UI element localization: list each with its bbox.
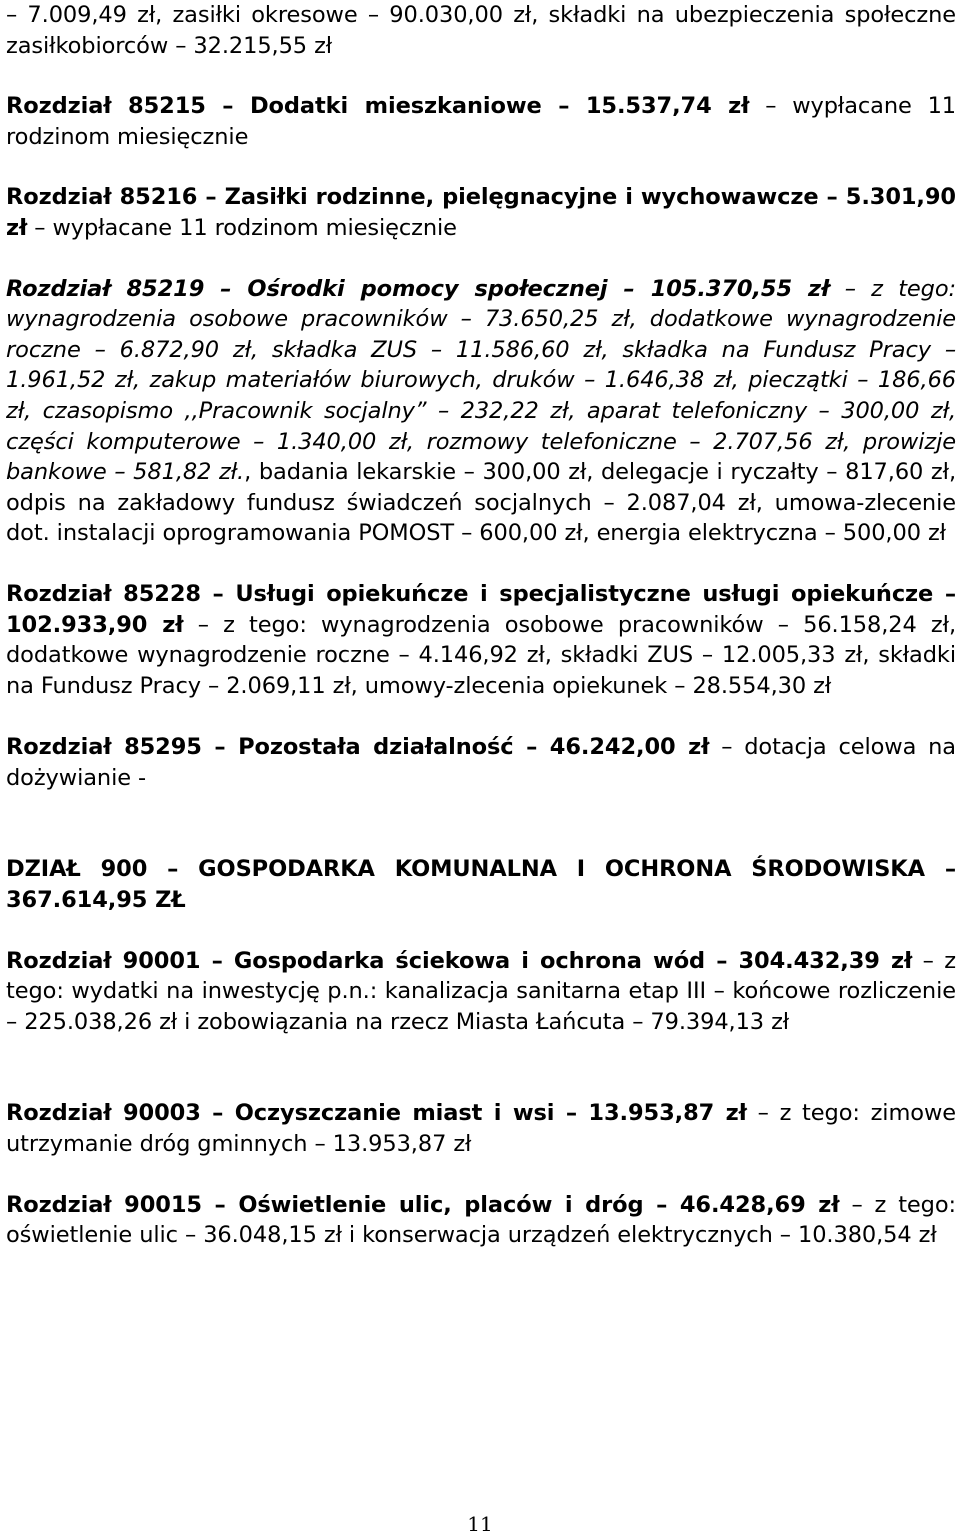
page-number: 11 bbox=[467, 1512, 493, 1536]
section-heading-85228: Rozdział 85228 – Usługi opiekuńcze i specjalistyczne usługi opiekuńcze – 102.933,90 zł bbox=[6, 580, 956, 638]
paragraph-90015 bbox=[6, 1190, 956, 1251]
section-text-85219: , badania lekarskie – 300,00 zł, delegacje i ryczałty – 817,60 zł, odpis na zakładowy fundusz świadczeń socjalnych – 2.087,04 zł, umowa-zlecenie dot. instalacji oprogramowania POMOST – 600,00 zł, energia elektryczna – 500,00 zł bbox=[6, 459, 956, 547]
document-page bbox=[6, 0, 956, 1251]
paragraph-85219 bbox=[6, 274, 956, 549]
paragraph-85228 bbox=[6, 579, 956, 701]
section-heading-90015: Rozdział 90015 – Oświetlenie ulic, placów i dróg – 46.428,69 zł bbox=[6, 1191, 840, 1218]
section-heading-85219: Rozdział 85219 – Ośrodki pomocy społecznej – 105.370,55 zł bbox=[6, 275, 830, 302]
section-heading-85216: Rozdział 85216 – Zasiłki rodzinne, pielęgnacyjne i wychowawcze – 5.301,90 zł bbox=[6, 184, 956, 241]
paragraph-85295 bbox=[6, 732, 956, 793]
continuation-text: – 7.009,49 zł, zasiłki okresowe – 90.030,00 zł, składki na ubezpieczenia społeczne zasiłkobiorców – 32.215,55 zł bbox=[6, 2, 956, 59]
paragraph-90001 bbox=[6, 946, 956, 1038]
section-text-90001: – z tego: wydatki na inwestycję p.n.: kanalizacja sanitarna etap III – końcowe rozliczenie – 225.038,26 zł i zobowiązania na rzecz Miasta Łańcuta – 79.394,13 zł bbox=[6, 947, 956, 1035]
section-heading-90003: Rozdział 90003 – Oczyszczanie miast i wsi – 13.953,87 zł bbox=[6, 1100, 747, 1127]
dzial-heading-900: DZIAŁ 900 – GOSPODARKA KOMUNALNA I OCHRONA ŚRODOWISKA – 367.614,95 ZŁ bbox=[6, 856, 956, 914]
section-text-90003: – z tego: zimowe utrzymanie dróg gminnych – 13.953,87 zł bbox=[6, 1100, 956, 1158]
paragraph-continuation bbox=[6, 0, 956, 61]
section-text-85216: – wypłacane 11 rodzinom miesięcznie bbox=[27, 214, 457, 241]
section-heading-85215: Rozdział 85215 – Dodatki mieszkaniowe – 15.537,74 zł bbox=[6, 93, 750, 120]
section-text-90015: – z tego: oświetlenie ulic – 36.048,15 zł i konserwacja urządzeń elektrycznych – 10.380,54 zł bbox=[6, 1191, 957, 1249]
section-heading-85295: Rozdział 85295 – Pozostała działalność – 46.242,00 zł bbox=[6, 734, 710, 761]
section-heading-90001: Rozdział 90001 – Gospodarka ściekowa i ochrona wód – 304.432,39 zł bbox=[6, 947, 913, 974]
section-text-85228: – z tego: wynagrodzenia osobowe pracowników – 56.158,24 zł, dodatkowe wynagrodzenie roczne – 4.146,92 zł, składki ZUS – 12.005,33 zł, składki na Fundusz Pracy – 2.069,11 zł, umowy-zlecenia opiekunek – 28.554,30 zł bbox=[6, 611, 956, 699]
paragraph-85216 bbox=[6, 182, 956, 243]
paragraph-dzial-900 bbox=[6, 854, 956, 915]
section-text-85295: – dotacja celowa na dożywianie - bbox=[6, 734, 956, 791]
paragraph-85215 bbox=[6, 91, 956, 152]
section-text-85215: – wypłacane 11 rodzinom miesięcznie bbox=[6, 93, 956, 150]
section-italic-text-85219: – z tego: wynagrodzenia osobowe pracowników – 73.650,25 zł, dodatkowe wynagrodzenie roczne – 6.872,90 zł, składka ZUS – 11.586,60 zł, składka na Fundusz Pracy – 1.961,52 zł, zakup materiałów biurowych, druków – 1.646,38 zł, pieczątki – 186,66 zł, czasopismo ,,Pracownik socjalny” – 232,22 zł, aparat telefoniczny – 300,00 zł, części komputerowe – 1.340,00 zł, rozmowy telefoniczne – 2.707,56 zł, prowizje bankowe – 581,82 zł. bbox=[6, 275, 956, 486]
paragraph-90003 bbox=[6, 1098, 956, 1159]
